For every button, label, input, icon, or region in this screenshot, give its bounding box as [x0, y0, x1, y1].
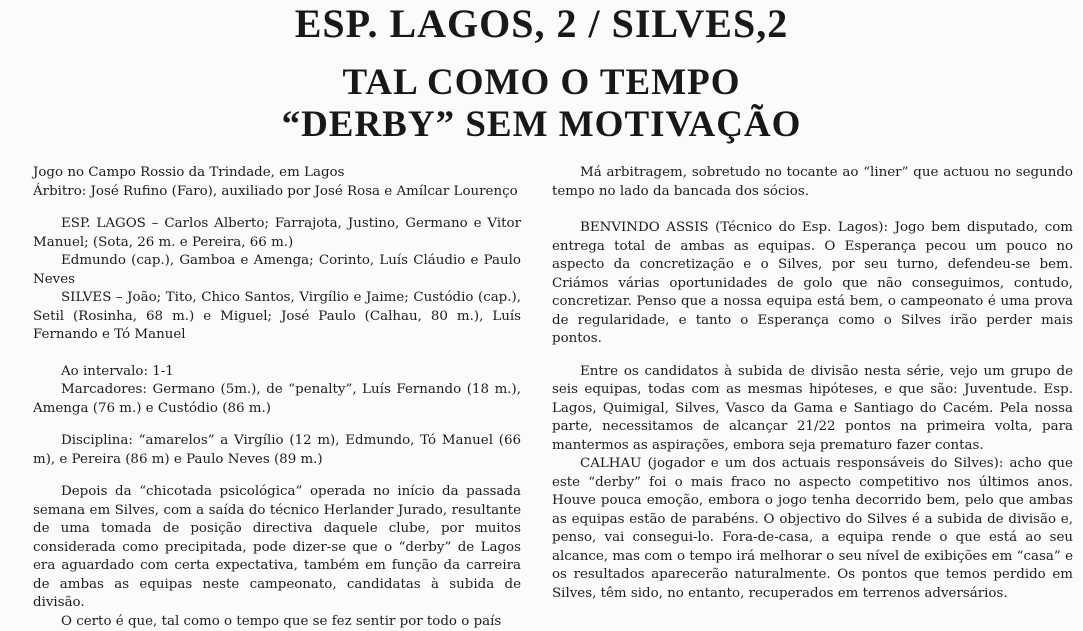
headline-title-line-1: TAL COMO O TEMPO — [0, 62, 1083, 104]
lineup-silves: SILVES – João; Tito, Chico Santos, Virgílio e Jaime; Custódio (cap.), Setil (Rosinha, 68 m.) e Miguel; José Paulo (Calhau, 80 m.), Luís Fernando e Tó Manuel — [33, 289, 521, 345]
quote-benvindo-assis-cont: Entre os candidatos à subida de divisão nesta série, vejo um grupo de seis equipas, todas com as mesmas hipóteses, e que são: Juventude. Esp. Lagos, Quimigal, Silves, Vasco da Gama e Santiago do Cacém. Pela nossa parte, necessitamos de alcançar 21/22 pontos na primeira volta, para mantermos as aspirações, embora seja prematuro fazer contas. — [552, 363, 1073, 456]
left-column — [33, 164, 521, 631]
refereeing-remark: Má arbitragem, sobretudo no tocante ao “liner” que actuou no segundo tempo no lado da bancada dos sócios. — [552, 164, 1073, 201]
article-paragraph-2: O certo é que, tal como o tempo que se fez sentir por todo o país — [33, 613, 521, 631]
quote-calhau: CALHAU (jogador e um dos actuais responsáveis do Silves): acho que este “derby” foi o mais fraco no aspecto competitivo nos últimos anos. Houve pouca emoção, embora o jogo tenha decorrido bem, pelo que ambas as equipas estão de parabéns. O objectivo do Silves é a subida de divisão e, penso, vai consegui-lo. Fora-de-casa, a equipa rende o que está ao seu alcance, mas com o tempo irá melhorar o seu nível de exibições em “casa” e os resultados aparecerão naturalmente. Os pontos que temos perdido em Silves, têm sido, no entanto, recuperados em terrenos adversários. — [552, 455, 1073, 603]
referee-line: Árbitro: José Rufino (Faro), auxiliado por José Rosa e Amílcar Lourenço — [33, 183, 521, 202]
right-column — [552, 164, 1073, 603]
lineup-esp-lagos-cont: Edmundo (cap.), Gamboa e Amenga; Corinto, Luís Cláudio e Paulo Neves — [33, 252, 521, 289]
headline-title-line-2: “DERBY” SEM MOTIVAÇÃO — [0, 104, 1083, 146]
headline-score: ESP. LAGOS, 2 / SILVES,2 — [0, 0, 1083, 48]
halftime-score: Ao intervalo: 1-1 — [33, 363, 521, 382]
venue-line: Jogo no Campo Rossio da Trindade, em Lagos — [33, 164, 521, 183]
lineup-esp-lagos: ESP. LAGOS – Carlos Alberto; Farrajota, Justino, Germano e Vitor Manuel; (Sota, 26 m. e Pereira, 66 m.) — [33, 215, 521, 252]
article-paragraph-1: Depois da “chicotada psicológica” operada no início da passada semana em Silves, com a saída do técnico Herlander Jurado, resultante de uma tomada de posição directiva daquele clube, por muitos considerada como precipitada, pode dizer-se que o “derby” de Lagos era aguardado com certa expectativa, também em função da carreira de ambas as equipas neste campeonato, candidatas à subida de divisão. — [33, 483, 521, 613]
scorers: Marcadores: Germano (5m.), de “penalty”, Luís Fernando (18 m.), Amenga (76 m.) e Custódio (86 m.) — [33, 381, 521, 418]
quote-benvindo-assis: BENVINDO ASSIS (Técnico do Esp. Lagos): Jogo bem disputado, com entrega total de ambas as equipas. O Esperança pecou um pouco no aspecto da concretização e o Silves, por seu turno, defendeu-se bem. Criámos várias oportunidades de golo que não conseguimos, contudo, concretizar. Penso que a nossa equipa está bem, o campeonato é uma prova de regularidade, e tanto o Esperança como o Silves irão perder mais pontos. — [552, 219, 1073, 349]
discipline: Disciplina: “amarelos” a Virgílio (12 m), Edmundo, Tó Manuel (66 m), e Pereira (86 m) e Paulo Neves (89 m.) — [33, 432, 521, 469]
